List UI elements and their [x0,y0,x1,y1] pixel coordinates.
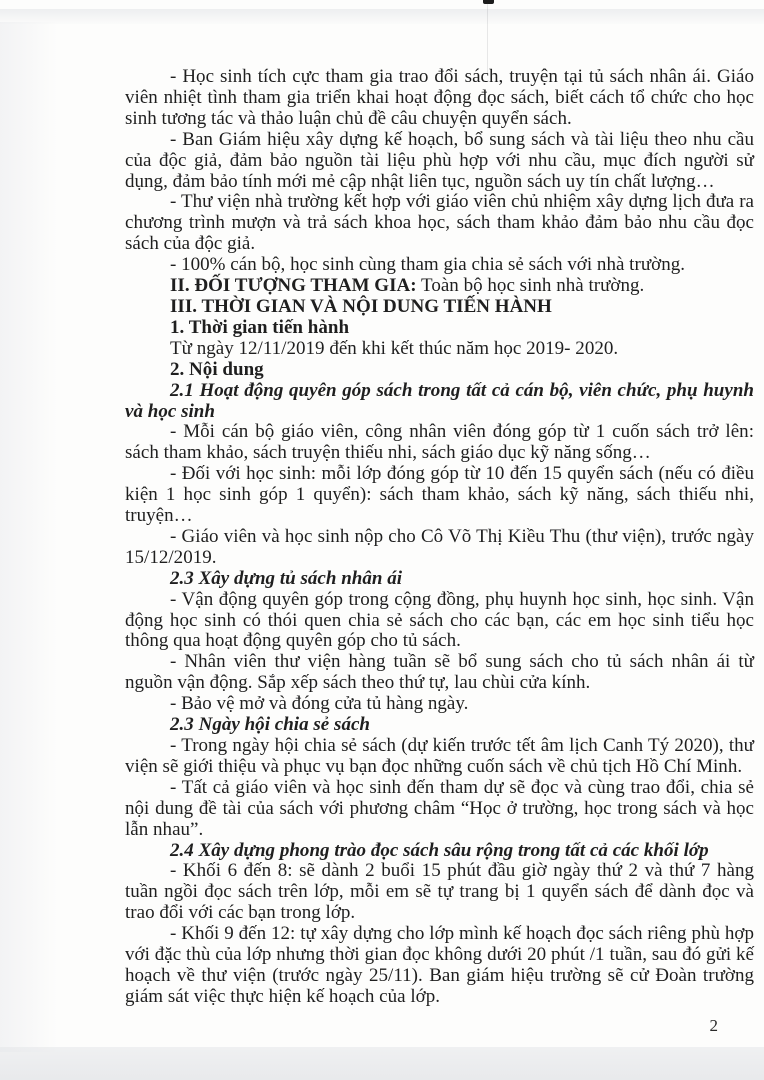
heading-2-3-sharing-day: 2.3 Ngày hội chia sẻ sách [170,714,370,736]
paragraph-time-range: Từ ngày 12/11/2019 đến khi kết thúc năm học 2019- 2020. [170,337,619,359]
heading-time: 1. Thời gian tiến hành [170,316,350,338]
paragraph-students-exchange: - Học sinh tích cực tham gia trao đổi sách, truyện tại tủ sách nhân ái. Giáo viên nhiệt tình tham gia triển khai hoạt động đọc sách, biết cách tổ chức cho học sinh tương tác và thảo luận chủ đề câu chuyện quyển sách. [125,66,754,129]
scan-shading-left [0,22,58,1052]
paragraph-submit-to-librarian: - Giáo viên và học sinh nộp cho Cô Võ Thị Kiều Thu (thư viện), trước ngày 15/12/2019. [125,525,754,568]
scan-artifact-mark [483,0,494,4]
paragraph-student-donation: - Đối với học sinh: mỗi lớp đóng góp từ 10 đến 15 quyển sách (nếu có điều kiện 1 học sinh góp 1 quyển): sách tham khảo, sách kỹ năng, sách thiếu nhi, truyện… [125,463,754,527]
paragraph-grades-6-8: - Khối 6 đến 8: sẽ dành 2 buổi 15 phút đầu giờ ngày thứ 2 và thứ 7 hàng tuần ngồi đọc sách trên lớp, mỗi em sẽ tự trang bị 1 quyển sách để dành đọc và trao đổi với các bạn trong lớp. [125,860,754,924]
heading-section-ii-label: II. ĐỐI TƯỢNG THAM GIA: [170,275,417,297]
heading-content: 2. Nội dung [170,358,264,380]
paragraph-management-board: - Ban Giám hiệu xây dựng kế hoạch, bổ sung sách và tài liệu theo nhu cầu của độc giả, đảm bảo nguồn tài liệu phù hợp với nhu cầu, mục đích người sử dụng, đảm bảo tính mới mẻ cập nhật liên tục, nguồn sách uy tín chất lượng… [125,128,754,192]
paragraph-sharing-day-intro: - Trong ngày hội chia sẻ sách (dự kiến trước tết âm lịch Canh Tý 2020), thư viện sẽ giới thiệu và phục vụ bạn đọc những cuốn sách về chủ tịch Hồ Chí Minh. [125,735,754,777]
heading-2-1-donation: 2.1 Hoạt động quyên góp sách trong tất cả cán bộ, viên chức, phụ huynh và học sinh [125,379,754,422]
paragraph-guard-doors: - Bảo vệ mở và đóng cửa tủ hàng ngày. [170,693,469,715]
paragraph-community-mobilization: - Vận động quyên góp trong cộng đồng, phụ huynh học sinh, học sinh. Vận động học sinh có thói quen chia sẻ sách cho các bạn, các em học sinh tiểu học thông qua hoạt động quyên góp cho tủ sách. [125,588,754,652]
paragraph-grades-9-12: - Khối 9 đến 12: tự xây dựng cho lớp mình kế hoạch đọc sách riêng phù hợp với đặc thù của lớp nhưng thời gian đọc không dưới 20 phút /1 tuần, sau đó gửi kế hoạch về thư viện (trước ngày 25/11). Ban giám hiệu trường sẽ cử Đoàn trường giám sát việc thực hiện kế hoạch của lớp. [125,923,754,1007]
document-body [125,67,754,1008]
heading-section-ii [125,276,754,297]
heading-2-3-bookcase: 2.3 Xây dựng tủ sách nhân ái [170,567,403,589]
paragraph-100-percent: - 100% cán bộ, học sinh cùng tham gia chia sẻ sách với nhà trường. [170,254,686,276]
scan-shading-top [0,9,764,24]
paragraph-librarian-weekly: - Nhân viên thư viện hàng tuần sẽ bổ sung sách cho tủ sách nhân ái từ nguồn vận động. Sắp xếp sách theo thứ tự, lau chùi cửa kính. [125,651,754,694]
scan-shading-bottom [0,1047,764,1080]
paragraph-library-schedule: - Thư viện nhà trường kết hợp với giáo viên chủ nhiệm xây dựng lịch đưa ra chương trình mượn và trả sách khoa học, sách tham khảo đảm bảo nhu cầu đọc sách của độc giả. [125,191,754,255]
heading-section-iii: III. THỜI GIAN VÀ NỘI DUNG TIẾN HÀNH [170,295,552,317]
scan-artifact-line [487,3,488,73]
paragraph-staff-donation: - Mỗi cán bộ giáo viên, công nhân viên đóng góp từ 1 cuốn sách trở lên: sách tham khảo, sách truyện thiếu nhi, sách giáo dục kỹ năng sống… [125,421,754,464]
section-ii-value: Toàn bộ học sinh nhà trường. [416,275,645,297]
paragraph-sharing-day-motto: - Tất cả giáo viên và học sinh đến tham dự sẽ đọc và cùng trao đổi, chia sẻ nội dung đề tài của sách với phương châm “Học ở trường, học trong sách và học lẫn nhau”. [125,776,754,840]
page-number: 2 [709,1016,718,1035]
heading-2-4-reading-movement: 2.4 Xây dựng phong trào đọc sách sâu rộng trong tất cả các khối lớp [170,839,709,861]
